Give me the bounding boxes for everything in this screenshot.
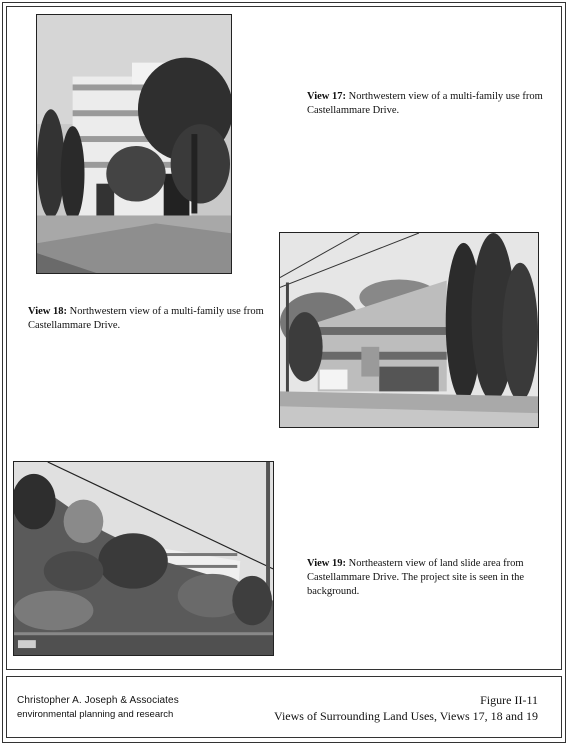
- figure-title: Views of Surrounding Land Uses, Views 17, 18 and 19: [274, 709, 538, 723]
- view-17-label: View 17:: [307, 91, 346, 102]
- firm-name: Christopher A. Joseph & Associates: [17, 695, 179, 706]
- view-17-text: Northwestern view of a multi-family use from Castellammare Drive.: [307, 91, 543, 116]
- view-18-label: View 18:: [28, 306, 67, 317]
- view-18-text: Northwestern view of a multi-family use from Castellammare Drive.: [28, 306, 264, 331]
- footer-border: [6, 676, 562, 738]
- figure-number: Figure II-11: [480, 693, 538, 707]
- view-18-caption: [28, 305, 268, 333]
- view-19-caption: [307, 557, 552, 599]
- view-17-caption: [307, 90, 547, 118]
- view-17-photo: [36, 14, 232, 274]
- view-19-label: View 19:: [307, 558, 346, 569]
- firm-subtitle: environmental planning and research: [17, 709, 174, 720]
- view-18-photo: [279, 232, 539, 428]
- view-19-photo: [13, 461, 274, 656]
- view-19-text: Northeastern view of land slide area from Castellammare Drive. The project site is seen in the background.: [307, 558, 525, 597]
